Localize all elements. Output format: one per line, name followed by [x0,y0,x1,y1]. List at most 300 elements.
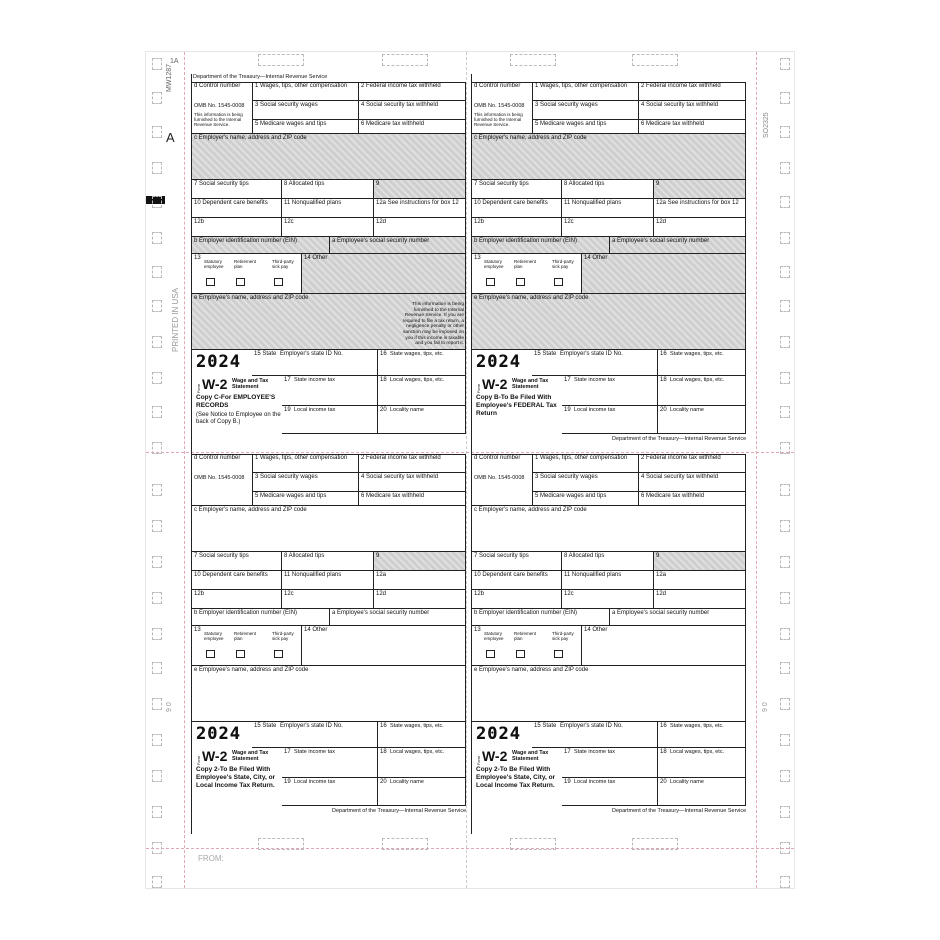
pinhole-mark [152,232,162,244]
control-number-field-label: d Control number [194,455,241,461]
dept-footer: Department of the Treasury—Internal Revenue Service [612,436,747,442]
pinhole-mark [780,406,790,418]
box13-checkbox[interactable] [516,278,525,286]
box3-ss-wages-field-label: 3 Social security wages [255,102,318,108]
print-tab-mark [632,54,678,66]
box12c-field-label: 12c [564,219,574,225]
box7-ss-tips-field-label: 7 Social security tips [194,181,249,187]
box12b-field[interactable] [472,590,562,609]
state-wages-label: State wages, tips, etc. [670,723,724,729]
box20-locality-field-label: 20 [380,779,387,785]
box4-ss-tax-field[interactable] [639,101,746,120]
box1-wages-field[interactable] [253,82,359,101]
pinhole-mark [780,734,790,746]
box3-ss-wages-field-label: 3 Social security wages [255,474,318,480]
box14-other-field[interactable] [302,626,466,666]
box12b-field[interactable] [192,590,282,609]
retirement-label: Retirement plan [234,631,257,641]
box4-ss-tax-field[interactable] [359,473,466,492]
tax-year: 2024 [196,724,241,744]
state-tax-label: State income tax [574,749,615,755]
box4-ss-tax-field-label: 4 Social security tax withheld [641,474,719,480]
thirdparty-label: Third-party sick pay [272,631,294,641]
control-number-field-label: d Control number [474,455,521,461]
box12d-field[interactable] [374,218,466,237]
employee-ssn-field[interactable] [330,609,466,626]
box6-medicare-tax-field-label: 6 Medicare tax withheld [361,493,425,499]
box17-state-tax-field-label: 17 [284,749,291,755]
locality-label: Locality name [670,407,704,413]
box1-wages-field-label: 1 Wages, tips, other compensation [255,83,348,89]
box5-medicare-wages-field[interactable] [533,492,639,506]
box17-state-tax-field-label: 17 [284,377,291,383]
box12b-field-label: 12b [474,591,485,597]
state-tax-label: State income tax [294,377,335,383]
box2-federal-tax-field[interactable] [639,454,746,473]
box7-ss-tips-field[interactable] [192,180,282,199]
box10-dependent-care-field-label: 10 Dependent care benefits [474,200,548,206]
box13-checkbox[interactable] [206,278,215,286]
copy-designation: Copy C-For EMPLOYEE'S RECORDS [196,394,276,409]
form-w2-title: W-2 [482,748,508,764]
box18-local-wages-field-label: 18 [660,377,667,383]
box17-state-tax-field-label: 17 [564,749,571,755]
box12d-field-label: 12d [656,219,667,225]
box10-dependent-care-field[interactable] [472,571,562,590]
form-w2-title: W-2 [202,376,228,392]
box12c-field[interactable] [562,218,654,237]
employee-name-address-field-label: e Employee's name, address and ZIP code [474,667,589,673]
pinhole-mark [780,266,790,278]
box13-checkbox[interactable] [236,650,245,658]
local-wages-label: Local wages, tips, etc. [390,749,445,755]
pinhole-mark [152,484,162,496]
form-word: Form [476,755,482,766]
box6-medicare-tax-field[interactable] [639,492,746,506]
omb-number: OMB No. 1545-0008 [194,475,245,481]
print-tab-mark [258,54,304,66]
print-tab-mark [258,838,304,850]
box14-other-field[interactable] [582,626,746,666]
box13-checkboxes-field-label: 13 [474,627,481,633]
box12c-field[interactable] [562,590,654,609]
perforation-bottom [146,848,794,849]
box4-ss-tax-field-label: 4 Social security tax withheld [361,102,439,108]
box15-state-field-label: 15 State [254,723,277,729]
box13-checkbox[interactable] [554,650,563,658]
employer-ein-field-label: b Employer identification number (EIN) [474,610,578,616]
box9-field-label: 9 [656,181,660,187]
box3-ss-wages-field[interactable] [253,101,359,120]
pinhole-mark [780,806,790,818]
box16-state-wages-field-label: 16 [380,351,387,357]
box3-ss-wages-field[interactable] [533,473,639,492]
pinhole-mark [152,300,162,312]
pinhole-mark [780,196,790,208]
box20-locality-field-label: 20 [380,407,387,413]
box11-nonqualified-field[interactable] [562,199,654,218]
employer-ein-field-label: b Employer identification number (EIN) [474,238,578,244]
wage-tax-statement: Wage and Tax Statement [232,750,269,762]
employer-ein-field[interactable] [472,237,610,254]
box12d-field[interactable] [654,218,746,237]
w2-form-copy [191,454,465,834]
retirement-label: Retirement plan [514,631,537,641]
box1-wages-field-label: 1 Wages, tips, other compensation [535,83,628,89]
perforation-vertical [466,52,467,888]
copy-designation: Copy B-To Be Filed With Employee's FEDERAL Tax Return [476,394,557,417]
box2-federal-tax-field[interactable] [359,454,466,473]
pinhole-mark [780,442,790,454]
pinhole-mark [780,336,790,348]
employee-name-address-field[interactable] [472,294,746,350]
box5-medicare-wages-field-label: 5 Medicare wages and tips [255,121,327,127]
copy-designation: Copy 2-To Be Filed With Employee's State, City, or Local Income Tax Return. [476,766,556,789]
state-wages-label: State wages, tips, etc. [390,723,444,729]
box6-medicare-tax-field[interactable] [359,120,466,134]
employee-ssn-field-label: a Employee's social security number [612,238,710,244]
thirdparty-label: Third-party sick pay [272,259,294,269]
box12a-field[interactable] [374,571,466,590]
box6-medicare-tax-field[interactable] [639,120,746,134]
employer-name-address-field[interactable] [472,134,746,180]
statutory-label: Statutory employee [204,631,224,641]
pinhole-mark [780,162,790,174]
box13-checkbox[interactable] [516,650,525,658]
box14-other-field-label: 14 Other [304,627,328,633]
box13-checkbox[interactable] [486,650,495,658]
box12a-field-label: 12a [376,572,387,578]
local-tax-label: Local income tax [294,779,336,785]
box9-field[interactable] [374,180,466,199]
box10-dependent-care-field-label: 10 Dependent care benefits [194,572,268,578]
box4-ss-tax-field[interactable] [639,473,746,492]
box8-allocated-tips-field-label: 8 Allocated tips [564,553,605,559]
box9-field-label: 9 [376,553,380,559]
right-bottom-mark: 9 0 [762,702,769,712]
box8-allocated-tips-field[interactable] [562,552,654,571]
pinhole-mark [152,592,162,604]
print-tab-mark [382,838,428,850]
pinhole-mark [152,58,162,70]
state-id-label: Employer's state ID No. [560,351,623,357]
box11-nonqualified-field[interactable] [282,199,374,218]
pinhole-mark [152,92,162,104]
box7-ss-tips-field[interactable] [472,552,562,571]
box7-ss-tips-field-label: 7 Social security tips [474,553,529,559]
box12b-field-label: 12b [474,219,485,225]
state-id-label: Employer's state ID No. [280,351,343,357]
pinhole-mark [780,92,790,104]
box19-local-tax-field-label: 19 [284,407,291,413]
box8-allocated-tips-field[interactable] [282,180,374,199]
pinhole-mark [152,556,162,568]
pinhole-mark [780,232,790,244]
box16-state-wages-field-label: 16 [660,351,667,357]
pinhole-mark [152,372,162,384]
box2-federal-tax-field[interactable] [639,82,746,101]
pinhole-mark [152,806,162,818]
box11-nonqualified-field[interactable] [282,571,374,590]
employer-name-address-field[interactable] [472,506,746,552]
box5-medicare-wages-field[interactable] [253,120,359,134]
box8-allocated-tips-field-label: 8 Allocated tips [284,553,325,559]
box12b-field-label: 12b [194,591,205,597]
box10-dependent-care-field[interactable] [192,199,282,218]
employee-ssn-field[interactable] [610,609,746,626]
local-wages-label: Local wages, tips, etc. [670,749,725,755]
pinhole-mark [780,300,790,312]
retirement-label: Retirement plan [514,259,537,269]
box5-medicare-wages-field-label: 5 Medicare wages and tips [255,493,327,499]
control-number-field-label: d Control number [194,83,241,89]
box12d-field-label: 12d [376,219,387,225]
print-tab-mark [632,838,678,850]
box12a-field[interactable] [374,199,466,218]
employee-name-address-field[interactable] [192,666,466,722]
pinhole-mark [152,734,162,746]
pinhole-mark [780,698,790,710]
box6-medicare-tax-field-label: 6 Medicare tax withheld [641,493,705,499]
box14-other-field-label: 14 Other [304,255,328,261]
box14-other-field[interactable] [582,254,746,294]
box3-ss-wages-field[interactable] [533,101,639,120]
pinhole-mark [780,126,790,138]
box13-checkbox[interactable] [236,278,245,286]
omb-number: OMB No. 1545-0008 [474,475,525,481]
employer-name-address-field-label: c Employer's name, address and ZIP code [194,507,307,513]
box9-field[interactable] [374,552,466,571]
local-wages-label: Local wages, tips, etc. [390,377,445,383]
employee-ssn-field-label: a Employee's social security number [332,610,430,616]
box3-ss-wages-field[interactable] [253,473,359,492]
employee-ssn-field[interactable] [610,237,746,254]
state-wages-label: State wages, tips, etc. [390,351,444,357]
dept-footer: Department of the Treasury—Internal Revenue Service [332,808,467,814]
box12b-field[interactable] [472,218,562,237]
tear-line-left [184,52,185,888]
employee-name-address-field[interactable] [472,666,746,722]
box14-other-field-label: 14 Other [584,627,608,633]
employer-ein-field[interactable] [192,237,330,254]
box14-other-field-label: 14 Other [584,255,608,261]
retirement-label: Retirement plan [234,259,257,269]
employer-name-address-field[interactable] [192,134,466,180]
box11-nonqualified-field[interactable] [562,571,654,590]
wage-tax-statement: Wage and Tax Statement [512,750,549,762]
pinhole-mark [780,556,790,568]
local-tax-label: Local income tax [574,407,616,413]
employee-ssn-field-label: a Employee's social security number [332,238,430,244]
pinhole-mark [152,266,162,278]
box6-medicare-tax-field[interactable] [359,492,466,506]
employee-ssn-field-label: a Employee's social security number [612,610,710,616]
locality-label: Locality name [670,779,704,785]
dept-footer: Department of the Treasury—Internal Revenue Service [612,808,747,814]
pinhole-mark [152,770,162,782]
employer-ein-field[interactable] [192,609,330,626]
box2-federal-tax-field-label: 2 Federal income tax withheld [361,455,441,461]
box13-checkbox[interactable] [486,278,495,286]
box9-field-label: 9 [376,181,380,187]
box20-locality-field-label: 20 [660,779,667,785]
box1-wages-field[interactable] [253,454,359,473]
box13-checkbox[interactable] [274,278,283,286]
thirdparty-label: Third-party sick pay [552,259,574,269]
box12d-field[interactable] [374,590,466,609]
state-wages-label: State wages, tips, etc. [670,351,724,357]
box15-state-field-label: 15 State [254,351,277,357]
box6-medicare-tax-field-label: 6 Medicare tax withheld [361,121,425,127]
employer-name-address-field-label: c Employer's name, address and ZIP code [194,135,307,141]
w2-form-copy [471,74,745,454]
wage-tax-statement: Wage and Tax Statement [512,378,549,390]
box7-ss-tips-field[interactable] [472,180,562,199]
pinhole-mark [152,406,162,418]
box13-checkbox[interactable] [554,278,563,286]
copy-designation: Copy 2-To Be Filed With Employee's State, City, or Local Income Tax Return. [196,766,276,789]
box5-medicare-wages-field-label: 5 Medicare wages and tips [535,121,607,127]
box11-nonqualified-field-label: 11 Nonqualified plans [564,200,622,206]
box5-medicare-wages-field[interactable] [253,492,359,506]
box12d-field[interactable] [654,590,746,609]
state-tax-label: State income tax [574,377,615,383]
box9-field[interactable] [654,180,746,199]
box12d-field-label: 12d [376,591,387,597]
box13-checkboxes-field-label: 13 [474,255,481,261]
box13-checkbox[interactable] [206,650,215,658]
box19-local-tax-field-label: 19 [564,779,571,785]
state-id-label: Employer's state ID No. [560,723,623,729]
box10-dependent-care-field-label: 10 Dependent care benefits [474,572,548,578]
local-wages-label: Local wages, tips, etc. [670,377,725,383]
box12b-field-label: 12b [194,219,205,225]
copy-letter: A [166,130,175,145]
pinhole-mark [780,484,790,496]
pinhole-mark [152,336,162,348]
print-tab-mark [510,838,556,850]
notice-to-employee: (See Notice to Employee on the back of Copy B.) [196,412,281,425]
box14-other-field[interactable] [302,254,466,294]
employee-ssn-field[interactable] [330,237,466,254]
box15-state-field-label: 15 State [534,351,557,357]
box11-nonqualified-field-label: 11 Nonqualified plans [564,572,622,578]
box13-checkbox[interactable] [274,650,283,658]
box1-wages-field[interactable] [533,82,639,101]
wage-tax-statement: Wage and Tax Statement [232,378,269,390]
employer-ein-field-label: b Employer identification number (EIN) [194,238,298,244]
box9-field-label: 9 [656,553,660,559]
locality-label: Locality name [390,779,424,785]
pinhole-mark [780,770,790,782]
pinhole-mark [152,196,162,208]
box5-medicare-wages-field[interactable] [533,120,639,134]
left-bottom-mark: 9 0 [166,702,173,712]
box2-federal-tax-field[interactable] [359,82,466,101]
box8-allocated-tips-field-label: 8 Allocated tips [564,181,605,187]
box8-allocated-tips-field[interactable] [562,180,654,199]
w2-form-copy [471,454,745,834]
irs-notice-text: This information is being furnished to the Internal Revenue Service. If you are required to file a tax return, a negligence penalty or other sanction may be imposed on you if this income is taxable and you fail to report it. [402,302,464,347]
employer-name-address-field-label: c Employer's name, address and ZIP code [474,135,587,141]
pinhole-mark [780,876,790,888]
pinhole-mark [152,442,162,454]
employer-ein-field[interactable] [472,609,610,626]
box12c-field[interactable] [282,590,374,609]
print-tab-mark [382,54,428,66]
pinhole-mark [152,698,162,710]
printed-in-usa: PRINTED IN USA [171,287,180,352]
box16-state-wages-field-label: 16 [380,723,387,729]
box3-ss-wages-field-label: 3 Social security wages [535,474,598,480]
box7-ss-tips-field[interactable] [192,552,282,571]
box20-locality-field-label: 20 [660,407,667,413]
box7-ss-tips-field-label: 7 Social security tips [474,181,529,187]
tax-year: 2024 [196,352,241,372]
box12c-field-label: 12c [284,591,294,597]
box11-nonqualified-field-label: 11 Nonqualified plans [284,200,342,206]
pinhole-mark [780,842,790,854]
employer-ein-field-label: b Employer identification number (EIN) [194,610,298,616]
box12d-field-label: 12d [656,591,667,597]
form-word: Form [196,755,202,766]
box8-allocated-tips-field[interactable] [282,552,374,571]
omb-number: OMB No. 1545-0008 [194,103,245,109]
box10-dependent-care-field[interactable] [192,571,282,590]
form-w2-title: W-2 [482,376,508,392]
tax-year: 2024 [476,724,521,744]
tear-line-right [756,52,757,888]
employer-name-address-field[interactable] [192,506,466,552]
box17-state-tax-field-label: 17 [564,377,571,383]
statutory-label: Statutory employee [484,259,504,269]
w2-form-copy [191,74,465,454]
box16-state-wages-field-label: 16 [660,723,667,729]
box12a-field-label: 12a See instructions for box 12 [656,200,739,206]
thirdparty-label: Third-party sick pay [552,631,574,641]
dept-header: Department of the Treasury—Internal Revenue Service [193,74,328,80]
box10-dependent-care-field[interactable] [472,199,562,218]
box8-allocated-tips-field-label: 8 Allocated tips [284,181,325,187]
box4-ss-tax-field-label: 4 Social security tax withheld [641,102,719,108]
form-id: MW1287 [166,63,173,92]
box12a-field-label: 12a See instructions for box 12 [376,200,459,206]
box4-ss-tax-field[interactable] [359,101,466,120]
tax-year: 2024 [476,352,521,372]
pinhole-mark [780,58,790,70]
pinhole-mark [152,842,162,854]
box12c-field[interactable] [282,218,374,237]
statutory-label: Statutory employee [484,631,504,641]
pinhole-mark [780,372,790,384]
box12c-field-label: 12c [284,219,294,225]
box13-checkboxes-field-label: 13 [194,627,201,633]
box9-field[interactable] [654,552,746,571]
box13-checkboxes-field-label: 13 [194,255,201,261]
employee-name-address-field-label: e Employee's name, address and ZIP code [474,295,589,301]
box12b-field[interactable] [192,218,282,237]
box2-federal-tax-field-label: 2 Federal income tax withheld [361,83,441,89]
box6-medicare-tax-field-label: 6 Medicare tax withheld [641,121,705,127]
box1-wages-field[interactable] [533,454,639,473]
employer-name-address-field-label: c Employer's name, address and ZIP code [474,507,587,513]
box12a-field-label: 12a [656,572,667,578]
locality-label: Locality name [390,407,424,413]
pinhole-mark [152,628,162,640]
box12a-field[interactable] [654,199,746,218]
box12a-field[interactable] [654,571,746,590]
box1-wages-field-label: 1 Wages, tips, other compensation [535,455,628,461]
